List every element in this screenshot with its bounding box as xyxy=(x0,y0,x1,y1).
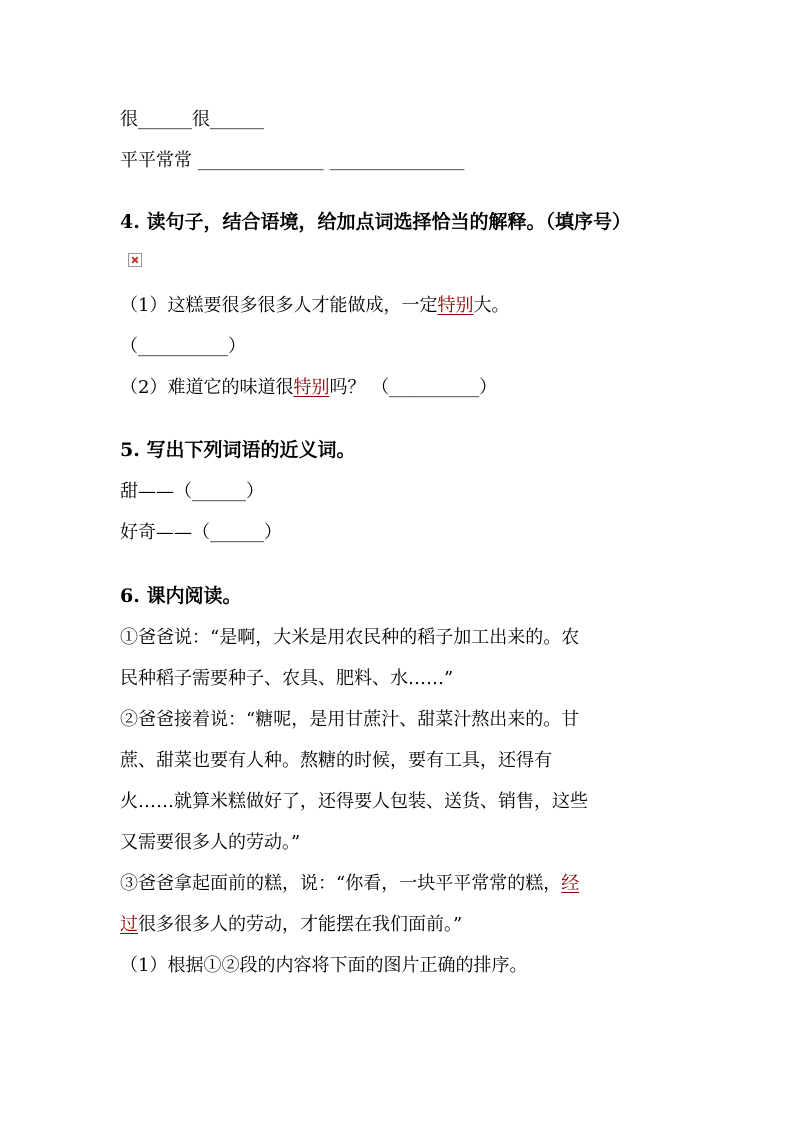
q6-p3-line1 xyxy=(120,872,579,896)
q4-sentence-1 xyxy=(120,294,509,318)
q5-item-1: 甜——（______） xyxy=(120,481,264,502)
q6-p1-line2: 民种稻子需要种子、农具、肥料、水……” xyxy=(120,668,454,689)
hen-blank-line: 很______很______ xyxy=(120,109,264,130)
q4-title: 4. 读句子，结合语境，给加点词选择恰当的解释。（填序号） xyxy=(120,211,631,233)
q5-title: 5. 写出下列词语的近义词。 xyxy=(120,439,356,461)
q6-sub1: （1）根据①②段的内容将下面的图片正确的排序。 xyxy=(120,955,528,976)
q6-p3-word-guo: 过 xyxy=(120,914,138,935)
q4-s1-post: 大。 xyxy=(473,295,510,316)
q4-s2-word: 特别 xyxy=(293,377,330,398)
q4-s1-answer-blank: （__________） xyxy=(120,336,246,357)
q4-s1-pre: （1）这糕要很多很多人才能做成，一定 xyxy=(120,295,438,316)
q6-p3-post: 很多很多人的劳动，才能摆在我们面前。” xyxy=(138,914,463,935)
q6-title: 6. 课内阅读。 xyxy=(120,585,242,607)
q6-p2-line4: 又需要很多人的劳动。” xyxy=(120,832,301,853)
q4-s2-pre: （2）难道它的味道很 xyxy=(120,377,294,398)
q6-p2-line3: 火……就算米糕做好了，还得要人包装、送货、销售，这些 xyxy=(120,791,588,812)
q6-p3-word-jing: 经 xyxy=(561,873,580,894)
q6-p1-line1: ①爸爸说：“是啊，大米是用农民种的稻子加工出来的。农 xyxy=(120,627,580,648)
q6-p2-line2: 蔗、甜菜也要有人种。熬糖的时候，要有工具，还得有 xyxy=(120,750,552,771)
q6-p2-line1: ②爸爸接着说：“糖呢，是用甘蔗汁、甜菜汁熬出来的。甘 xyxy=(120,709,580,730)
q6-p3-pre: ③爸爸拿起面前的糕，说：“你看，一块平平常常的糕， xyxy=(120,873,562,894)
pingping-blank-line: 平平常常 ______________ _______________ xyxy=(120,150,465,171)
q4-s2-post: 吗？ （__________） xyxy=(329,377,498,398)
q5-item-2: 好奇——（______） xyxy=(120,522,282,543)
q6-p3-line2 xyxy=(120,913,462,937)
q4-sentence-2 xyxy=(120,376,497,400)
q4-s1-word: 特别 xyxy=(437,295,474,316)
broken-image-icon xyxy=(128,253,142,267)
